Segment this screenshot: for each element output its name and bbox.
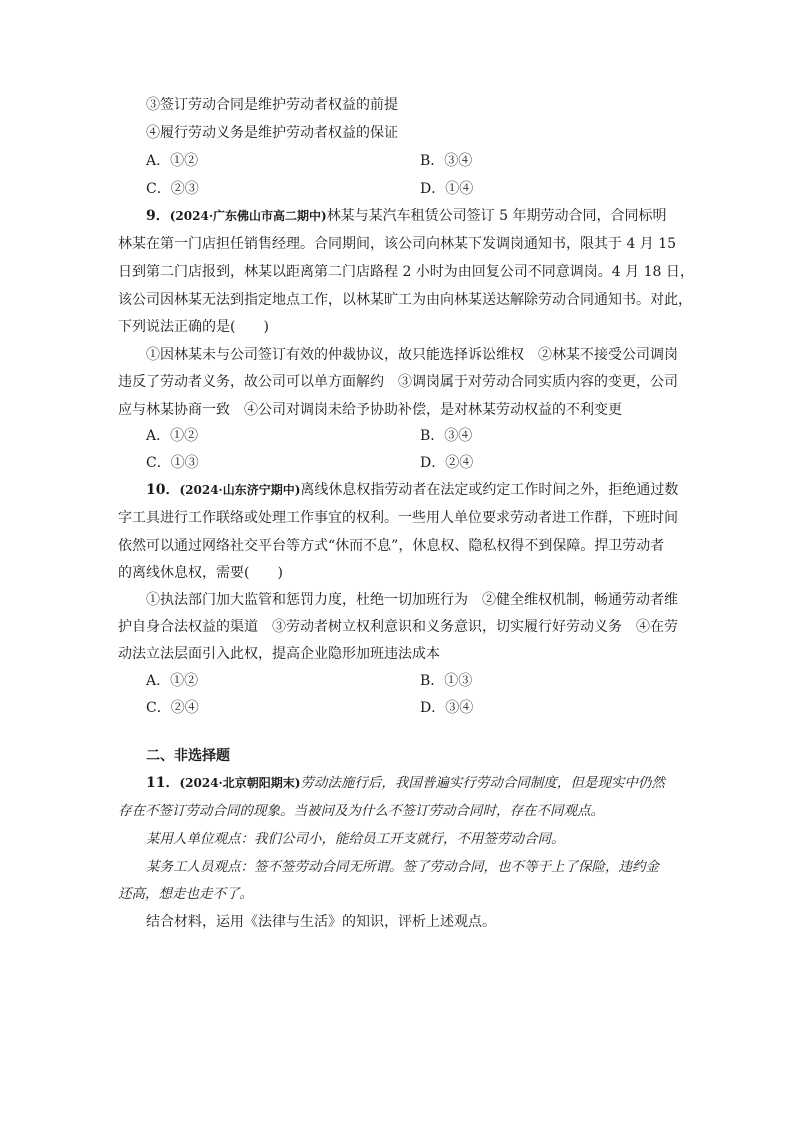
section-title: 二、非选择题 [146, 748, 230, 764]
question-number: 10． [146, 482, 180, 498]
question-source: (2024·北京朝阳期末) [179, 776, 301, 790]
question-number: 11． [146, 775, 180, 791]
question-stem-line: 劳动法施行后，我国普遍实行劳动合同制度，但是现实中仍然 [300, 775, 665, 791]
statement-line: 护自身合法权益的渠道 ③劳动者树立权利意识和义务意识，切实履行好劳动义务 ④在劳 [118, 619, 678, 635]
option-a: A．①② [146, 673, 199, 689]
question-stem-line: 日到第二门店报到，林某以距离第二门店路程 2 小时为由回复公司不同意调岗。4 月 18 日， [118, 264, 694, 280]
question-stem-line: 离线休息权指劳动者在法定或约定工作时间之外，拒绝通过数 [300, 482, 679, 498]
question-stem-line: 存在不签订劳动合同的现象。当被问及为什么不签订劳动合同时，存在不同观点。 [118, 803, 604, 819]
statement-line: 违反了劳动者义务，故公司可以单方面解约 ③调岗属于对劳动合同实质内容的变更，公司 [118, 374, 678, 390]
question-9-first-line [146, 207, 706, 225]
question-stem-line: 林某与某汽车租赁公司签订 5 年期劳动合同，合同标明 [326, 208, 667, 224]
viewpoint-worker: 某务工人员观点：签不签劳动合同无所谓。签了劳动合同，也不等于上了保险，违约金 [146, 859, 659, 875]
question-number: 9． [146, 208, 170, 224]
statement-4: ④履行劳动义务是维护劳动者权益的保证 [146, 125, 398, 141]
option-b: B．③④ [420, 428, 473, 444]
viewpoint-employer: 某用人单位观点：我们公司小，能给员工开支就行，不用签劳动合同。 [146, 831, 565, 847]
statement-line: 应与林某协商一致 ④公司对调岗未给予协助补偿，是对林某劳动权益的不利变更 [118, 402, 622, 418]
question-stem-line: 该公司因林某无法到指定地点工作，以林某旷工为由向林某送达解除劳动合同通知书。对此， [118, 292, 692, 308]
option-a: A．①② [146, 428, 199, 444]
option-c: C．②④ [146, 700, 199, 716]
option-c: C．②③ [146, 181, 199, 197]
option-d: D．②④ [420, 455, 474, 471]
question-source: (2024·山东济宁期中) [179, 483, 301, 497]
statement-line: ①执法部门加大监管和惩罚力度，杜绝一切加班行为 ②健全维权机制，畅通劳动者维 [146, 592, 678, 608]
question-stem-line: 的离线休息权，需要( ) [118, 565, 283, 581]
option-c: C．①③ [146, 455, 199, 471]
statement-line: 动法立法层面引入此权，提高企业隐形加班违法成本 [118, 646, 440, 662]
question-10-first-line [146, 481, 706, 499]
question-stem-line: 林某在第一门店担任销售经理。合同期间，该公司向林某下发调岗通知书，限其于 4 月 15 [118, 236, 677, 252]
question-stem-line: 字工具进行工作联络或处理工作事宜的权利。一些用人单位要求劳动者进工作群，下班时间 [118, 510, 678, 526]
viewpoint-worker-cont: 还高，想走也走不了。 [118, 886, 253, 902]
question-11-first-line [146, 774, 706, 792]
question-stem-line: 下列说法正确的是( ) [118, 319, 269, 335]
option-d: D．①④ [420, 181, 474, 197]
question-source: (2024·广东佛山市高二期中) [169, 209, 327, 223]
question-stem-line: 依然可以通过网络社交平台等方式“休而不息”，休息权、隐私权得不到保障。捍卫劳动者 [118, 538, 665, 554]
option-b: B．③④ [420, 153, 473, 169]
option-d: D．③④ [420, 700, 474, 716]
option-b: B．①③ [420, 673, 473, 689]
statement-3: ③签订劳动合同是维护劳动者权益的前提 [146, 97, 398, 113]
statement-line: ①因林某未与公司签订有效的仲裁协议，故只能选择诉讼维权 ②林某不接受公司调岗 [146, 347, 678, 363]
option-a: A．①② [146, 153, 199, 169]
question-task: 结合材料，运用《法律与生活》的知识，评析上述观点。 [146, 914, 496, 930]
